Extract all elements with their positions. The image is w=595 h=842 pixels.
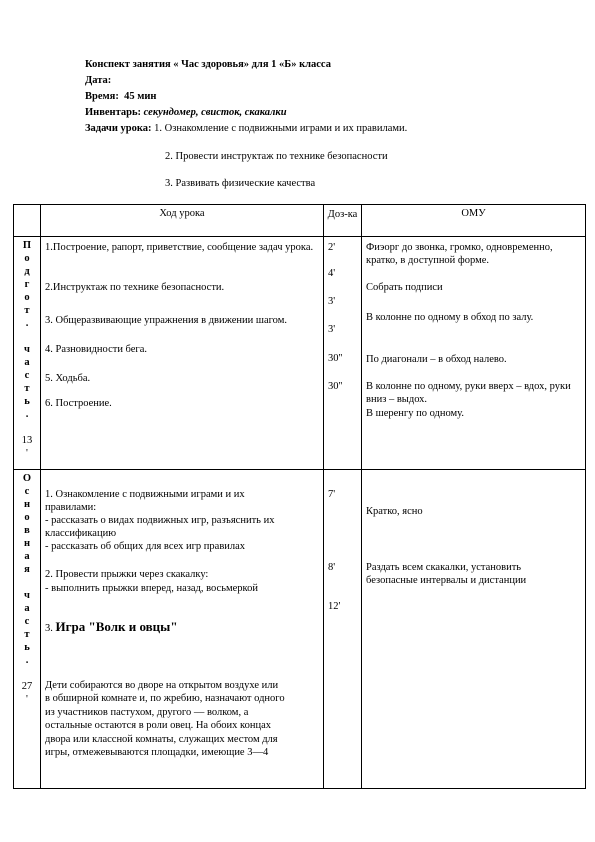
part1-item-6: 6. Построение. xyxy=(45,398,112,409)
part1-dose-1: 2' xyxy=(328,242,336,253)
tasks-label: Задачи урока: xyxy=(85,123,152,134)
part1-vertical-char: . xyxy=(25,409,29,420)
part2-vertical-char: с xyxy=(24,616,30,627)
part2-vertical-char: с xyxy=(24,486,30,497)
part2-item2-line1: 2. Провести прыжки через скакалку: xyxy=(45,569,209,580)
part2-vertical-char: н xyxy=(23,499,31,510)
part1-course-cell xyxy=(41,237,324,470)
task-3: 3. Развивать физические качества xyxy=(165,178,316,189)
part1-item-5: 5. Ходьба. xyxy=(45,373,91,384)
part1-dose-6: 30'' xyxy=(328,381,343,392)
part2-note-1: Кратко, ясно xyxy=(366,506,423,517)
part2-dose-3: 12' xyxy=(328,601,341,612)
task-2: 2. Провести инструктаж по технике безопасности xyxy=(165,151,388,162)
part2-vertical-char: 27 xyxy=(21,681,33,692)
part2-vertical-char: т xyxy=(24,629,30,640)
part1-vertical-char: 13 xyxy=(21,435,33,446)
part1-dose-4: 3' xyxy=(328,324,336,335)
part1-vertical-char: ' xyxy=(26,448,28,459)
game-desc-5: двора или классной комнаты, служащих местом для xyxy=(45,734,278,745)
part1-dose-2: 4' xyxy=(328,268,336,279)
time-value: 45 мин xyxy=(124,91,157,102)
task-1: 1. Ознакомление с подвижными играми и их правилами. xyxy=(154,123,408,134)
part2-vertical-char: ' xyxy=(26,694,28,705)
part2-course-cell xyxy=(41,470,324,789)
lesson-table xyxy=(13,204,586,789)
game-desc-6: игры, отмежевываются площадки, имеющие 3—4 xyxy=(45,747,269,758)
part2-item1-line4: классификацию xyxy=(45,528,117,539)
part1-vertical-char: П xyxy=(22,240,32,251)
part1-vertical-char xyxy=(14,330,40,343)
part2-vertical-char: ч xyxy=(24,590,30,601)
part2-vertical-char xyxy=(14,576,40,589)
part2-vertical-char: в xyxy=(24,525,30,536)
part1-vertical-char: ч xyxy=(24,344,30,355)
part1-note-1: Фиэорг до звонка, громко, одновременно, кратко, в доступной форме. xyxy=(366,242,553,266)
part2-vertical-char: н xyxy=(23,538,31,549)
part2-note-2-line1: Раздать всем скакалки, установить xyxy=(366,562,522,573)
part2-notes-cell xyxy=(362,470,586,789)
part2-vertical-char: а xyxy=(24,551,30,562)
part1-item-1: 1.Построение, рапорт, приветствие, сообщение задач урока. xyxy=(45,242,314,253)
game-title: Игра "Волк и овцы" xyxy=(55,619,178,634)
part1-note-4: По диагонали – в обход налево. xyxy=(366,354,507,365)
part1-item-2: 2.Инструктаж по технике безопасности. xyxy=(45,282,225,293)
part1-vertical-char xyxy=(14,421,40,434)
lesson-title: Конспект занятия « Час здоровья» для 1 «Б» класса xyxy=(85,59,331,70)
part2-item3 xyxy=(45,620,319,635)
inventory-label: Инвентарь: xyxy=(85,107,142,118)
part1-note-3: В колонне по одному в обход по залу. xyxy=(366,312,534,323)
part1-note-2: Собрать подписи xyxy=(366,282,443,293)
date-label: Дата: xyxy=(85,75,112,86)
part1-dose-3: 3' xyxy=(328,296,336,307)
part1-note-5: В колонне по одному, руки вверх – вдох, руки вниз – выдох. xyxy=(366,381,571,405)
part1-vertical-char: ь xyxy=(24,396,30,407)
part2-item1-line1: 1. Ознакомление с подвижными играми и их xyxy=(45,489,245,500)
part2-dose-2: 8' xyxy=(328,562,336,573)
part2-dose-1: 7' xyxy=(328,489,336,500)
game-desc-3: из участников пастухом, другого — волком, а xyxy=(45,707,249,718)
part1-vertical-char: о xyxy=(24,292,30,303)
part2-item1-line2: правилами: xyxy=(45,502,97,513)
part2-dose-cell xyxy=(324,470,362,789)
part2-vertical-label xyxy=(14,470,41,789)
part1-vertical-char: с xyxy=(24,370,30,381)
part1-vertical-char: т xyxy=(24,305,30,316)
part1-item-4: 4. Разновидности бега. xyxy=(45,344,148,355)
part1-vertical-label xyxy=(14,237,41,470)
part2-vertical-char: ь xyxy=(24,642,30,653)
part1-notes-cell xyxy=(362,237,586,470)
part1-dose-cell xyxy=(324,237,362,470)
game-desc-2: в обширной комнате и, по жребию, назначают одного xyxy=(45,693,285,704)
col-dose-header: Доз-ка xyxy=(324,205,362,237)
part1-vertical-char: о xyxy=(24,253,30,264)
part1-vertical-char: г xyxy=(24,279,30,290)
inventory-value: секундомер, свисток, скакалки xyxy=(143,107,287,118)
game-desc-1: Дети собираются во дворе на открытом воздухе или xyxy=(45,680,279,691)
time-label: Время: xyxy=(85,91,119,102)
part1-note-6: В шеренгу по одному. xyxy=(366,408,465,419)
part2-vertical-char: о xyxy=(24,512,30,523)
part2-vertical-char: я xyxy=(24,564,30,575)
part1-item-3: 3. Общеразвивающие упражнения в движении шагом. xyxy=(45,315,287,326)
part1-vertical-char: т xyxy=(24,383,30,394)
game-desc-4: остальные остаются в роли овец. На обоих концах xyxy=(45,720,271,731)
part1-dose-5: 30'' xyxy=(328,353,343,364)
col-course-header: Ход урока xyxy=(41,205,324,237)
part2-note-2-line2: безопасные интервалы и дистанции xyxy=(366,575,527,586)
part2-vertical-char: О xyxy=(22,473,32,484)
part2-item1-line3: - рассказать о видах подвижных игр, разъяснить их xyxy=(45,515,275,526)
part2-item2-line2: - выполнить прыжки вперед, назад, восьмеркой xyxy=(45,583,258,594)
col-omu-header: ОМУ xyxy=(362,205,586,237)
part2-item1-line5: - рассказать об общих для всех игр правилах xyxy=(45,541,246,552)
part2-vertical-char: . xyxy=(25,655,29,666)
part1-vertical-char: . xyxy=(25,318,29,329)
part1-vertical-char: а xyxy=(24,357,30,368)
part2-vertical-char: а xyxy=(24,603,30,614)
lesson-header xyxy=(85,57,407,137)
part2-item3-number: 3. xyxy=(45,623,53,634)
part2-vertical-char xyxy=(14,667,40,680)
part1-vertical-char: д xyxy=(24,266,30,277)
